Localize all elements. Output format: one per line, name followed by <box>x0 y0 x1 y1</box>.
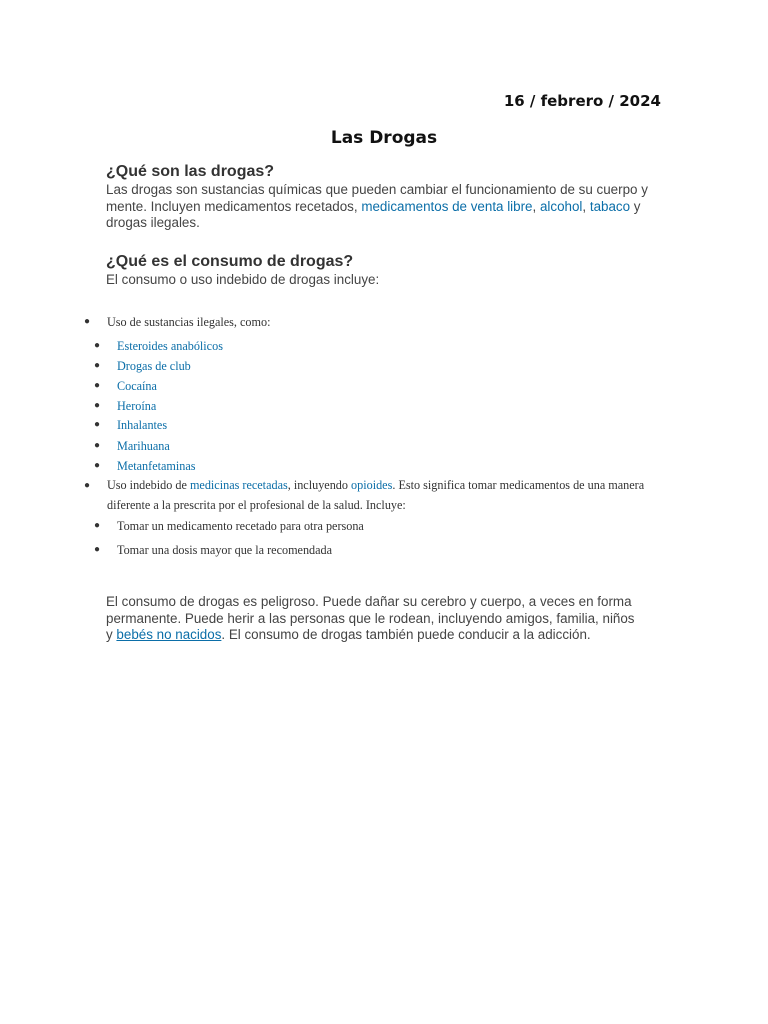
bullet-icon: ● <box>94 520 101 531</box>
list-item <box>94 519 364 534</box>
bullet-icon: ● <box>94 460 101 471</box>
heading-what-are-drugs: ¿Qué son las drogas? <box>106 163 275 180</box>
list-item-illegal-substances <box>84 315 271 330</box>
link-prescription-medicines[interactable]: medicinas recetadas <box>189 478 288 492</box>
bullet-icon: ● <box>94 544 101 555</box>
bullet-icon: ● <box>84 316 91 327</box>
list-item-text: Tomar una dosis mayor que la recomendada <box>117 543 333 557</box>
link-club-drugs[interactable]: Drogas de club <box>117 359 191 373</box>
drug-use-intro: El consumo o uso indebido de drogas incluye: <box>106 272 380 287</box>
list-item-prescription-misuse <box>84 476 652 515</box>
paragraph-text: Las drogas son sustancias químicas que pueden cambiar el funcionamiento de su cuerpo y mente. Incluyen medicamentos recetados, <box>106 182 648 214</box>
link-marijuana[interactable]: Marihuana <box>117 439 170 453</box>
document-title: Las Drogas <box>330 128 438 148</box>
link-alcohol[interactable]: alcohol <box>539 198 583 214</box>
closing-paragraph <box>106 594 636 644</box>
list-item-text: Uso indebido de <box>107 478 190 492</box>
list-item <box>94 399 157 414</box>
separator: , <box>582 198 590 214</box>
list-item <box>94 379 157 394</box>
paragraph-text: El consumo de drogas es peligroso. Puede dañar su cerebro y cuerpo, a veces en forma permanente. Puede herir a las personas que le rodean, incluyendo amigos, familia, niños y <box>106 594 635 642</box>
list-item <box>94 359 191 374</box>
bullet-icon: ● <box>94 400 101 411</box>
link-methamphetamines[interactable]: Metanfetaminas <box>117 459 196 473</box>
list-item <box>94 339 223 354</box>
link-inhalants[interactable]: Inhalantes <box>117 418 168 432</box>
link-anabolic-steroids[interactable]: Esteroides anabólicos <box>117 339 223 353</box>
bullet-icon: ● <box>94 380 101 391</box>
list-item <box>94 439 170 454</box>
list-item-text: Uso de sustancias ilegales, como: <box>107 315 271 329</box>
link-heroin[interactable]: Heroína <box>117 399 157 413</box>
list-item <box>94 543 333 558</box>
list-item-text: , incluyendo <box>287 478 352 492</box>
link-cocaine[interactable]: Cocaína <box>117 379 157 393</box>
link-otc-medicines[interactable]: medicamentos de venta libre <box>361 198 533 214</box>
bullet-icon: ● <box>94 340 101 351</box>
list-item <box>94 459 196 474</box>
list-item <box>94 418 168 433</box>
bullet-icon: ● <box>84 480 91 491</box>
bullet-icon: ● <box>94 360 101 371</box>
separator: , <box>532 198 540 214</box>
paragraph-text: . El consumo de drogas también puede conducir a la adicción. <box>221 627 591 642</box>
heading-drug-use: ¿Qué es el consumo de drogas? <box>106 253 354 270</box>
list-item-text: Tomar un medicamento recetado para otra persona <box>117 519 364 533</box>
paragraph-text: y drogas ilegales. <box>106 198 641 230</box>
list-item-text: . Esto significa tomar medicamentos de una manera diferente a la prescrita por el profesional de la salud. Incluye: <box>107 478 645 512</box>
link-tobacco[interactable]: tabaco <box>589 198 631 214</box>
bullet-icon: ● <box>94 440 101 451</box>
bullet-icon: ● <box>94 419 101 430</box>
link-opioids[interactable]: opioides <box>351 478 393 492</box>
link-unborn-babies[interactable]: bebés no nacidos <box>116 627 222 642</box>
document-date: 16 / febrero / 2024 <box>503 92 661 110</box>
paragraph-what-are-drugs <box>106 182 656 232</box>
